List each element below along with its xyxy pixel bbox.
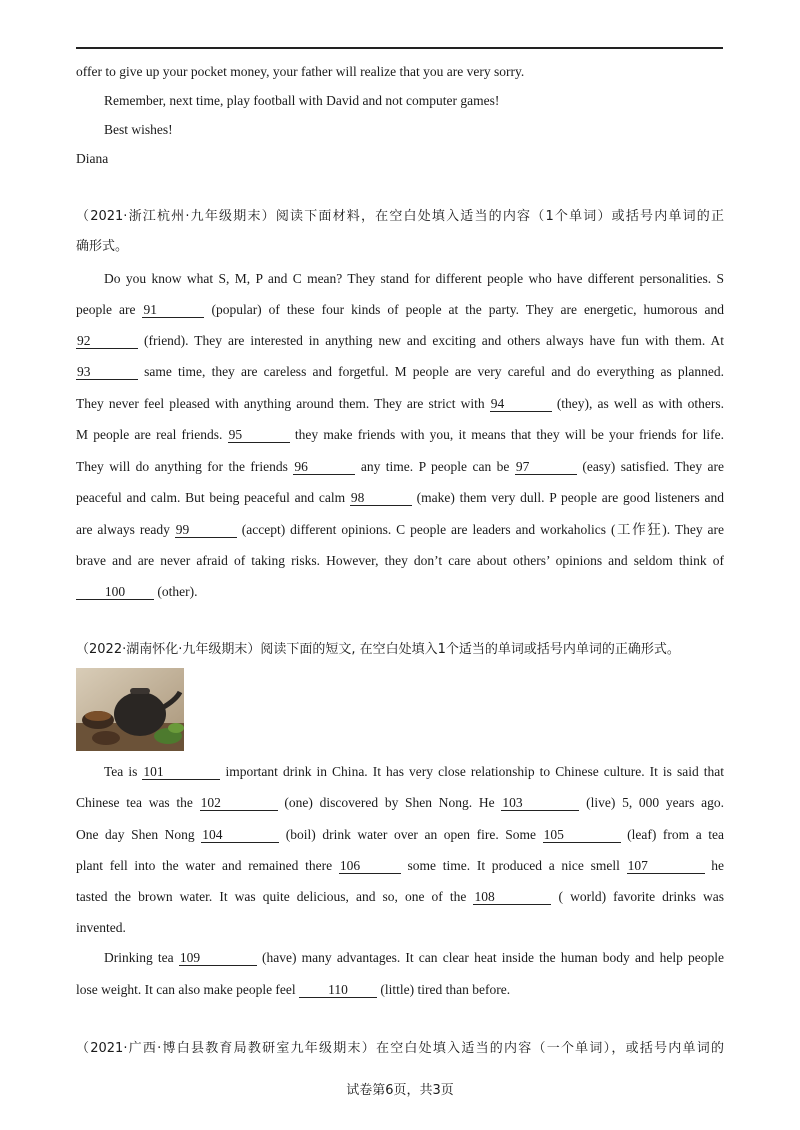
- paragraph-line: They never feel pleased with anything around them. They are strict with 94 (they), as well as with others.: [76, 396, 725, 411]
- tea-photo: [76, 668, 184, 751]
- blank-98[interactable]: 98: [350, 490, 412, 506]
- blank-93[interactable]: 93: [76, 364, 138, 380]
- section-header: 确形式。: [76, 239, 129, 254]
- blank-110[interactable]: 110: [299, 982, 377, 998]
- section-header: （2021·广西·博白县教育局教研室九年级期末）在空白处填入适当的内容（一个单词），或括号内单词的: [76, 1041, 724, 1056]
- page-footer: 试卷第6页，共3页: [346, 1083, 454, 1098]
- paragraph-line: are always ready 99 (accept) different opinions. C people are leaders and workaholics (工作狂). They are: [76, 522, 725, 537]
- paragraph-line: peaceful and calm. But being peaceful and calm 98 (make) them very dull. P people are good listeners and: [76, 490, 725, 505]
- blank-108[interactable]: 108: [473, 889, 551, 905]
- paragraph-line: people are 91 (popular) of these four kinds of people at the party. They are energetic, humorous and: [76, 302, 725, 317]
- blank-94[interactable]: 94: [490, 396, 552, 412]
- blank-101[interactable]: 101: [142, 764, 220, 780]
- paragraph-line: Tea is 101 important drink in China. It has very close relationship to Chinese culture. It is said that: [104, 764, 725, 779]
- paragraph-line: One day Shen Nong 104 (boil) drink water over an open fire. Some 105 (leaf) from a tea: [76, 827, 725, 842]
- top-rule: [76, 47, 723, 49]
- blank-103[interactable]: 103: [501, 795, 579, 811]
- blank-96[interactable]: 96: [293, 459, 355, 475]
- blank-100[interactable]: 100: [76, 584, 154, 600]
- signature-text: Diana: [76, 151, 109, 166]
- paragraph-line: 100 (other).: [76, 583, 724, 601]
- paragraph-line: lose weight. It can also make people feel 110 (little) tired than before.: [76, 982, 511, 997]
- blank-106[interactable]: 106: [339, 858, 401, 874]
- blank-92[interactable]: 92: [76, 333, 138, 349]
- paragraph-line: brave and are never afraid of taking risks. However, they don’t care about others’ opinions and seldom think of: [76, 553, 724, 568]
- paragraph-line: Drinking tea 109 (have) many advantages. It can clear heat inside the human body and help people: [104, 950, 725, 965]
- blank-104[interactable]: 104: [201, 827, 279, 843]
- blank-107[interactable]: 107: [627, 858, 705, 874]
- blank-91[interactable]: 91: [142, 302, 204, 318]
- paragraph-line: 92 (friend). They are interested in anything new and exciting and others always have fun with them. At: [77, 333, 724, 348]
- blank-99[interactable]: 99: [175, 522, 237, 538]
- blank-109[interactable]: 109: [179, 950, 257, 966]
- text-line: Remember, next time, play football with David and not computer games!: [104, 93, 500, 108]
- paragraph-line: invented.: [76, 920, 126, 935]
- paragraph-line: Do you know what S, M, P and C mean? They stand for different people who have different personalities. S: [104, 271, 724, 286]
- blank-105[interactable]: 105: [543, 827, 621, 843]
- paragraph-line: 93 same time, they are careless and forgetful. M people are very careful and do everything as planned.: [77, 364, 725, 379]
- paragraph-line: Chinese tea was the 102 (one) discovered by Shen Nong. He 103 (live) 5, 000 years ago.: [76, 795, 725, 810]
- paragraph-line: M people are real friends. 95 they make friends with you, it means that they will be your friends for life.: [76, 427, 725, 442]
- paragraph-line: plant fell into the water and remained there 106 some time. It produced a nice smell 107 he: [76, 858, 725, 873]
- text-line: offer to give up your pocket money, your father will realize that you are very sorry.: [76, 64, 525, 79]
- section-header: （2021·浙江杭州·九年级期末）阅读下面材料，在空白处填入适当的内容（1个单词）或括号内单词的正: [76, 209, 724, 224]
- blank-97[interactable]: 97: [515, 459, 577, 475]
- blank-95[interactable]: 95: [228, 427, 290, 443]
- paragraph-line: They will do anything for the friends 96 any time. P people can be 97 (easy) satisfied. They are: [76, 459, 724, 474]
- paragraph-line: tasted the brown water. It was quite delicious, and so, one of the 108 ( world) favorite drinks was: [76, 889, 724, 904]
- section-header: （2022·湖南怀化·九年级期末）阅读下面的短文, 在空白处填入1个适当的单词或括号内单词的正确形式。: [76, 642, 680, 657]
- blank-102[interactable]: 102: [200, 795, 278, 811]
- text-line: Best wishes!: [104, 122, 173, 137]
